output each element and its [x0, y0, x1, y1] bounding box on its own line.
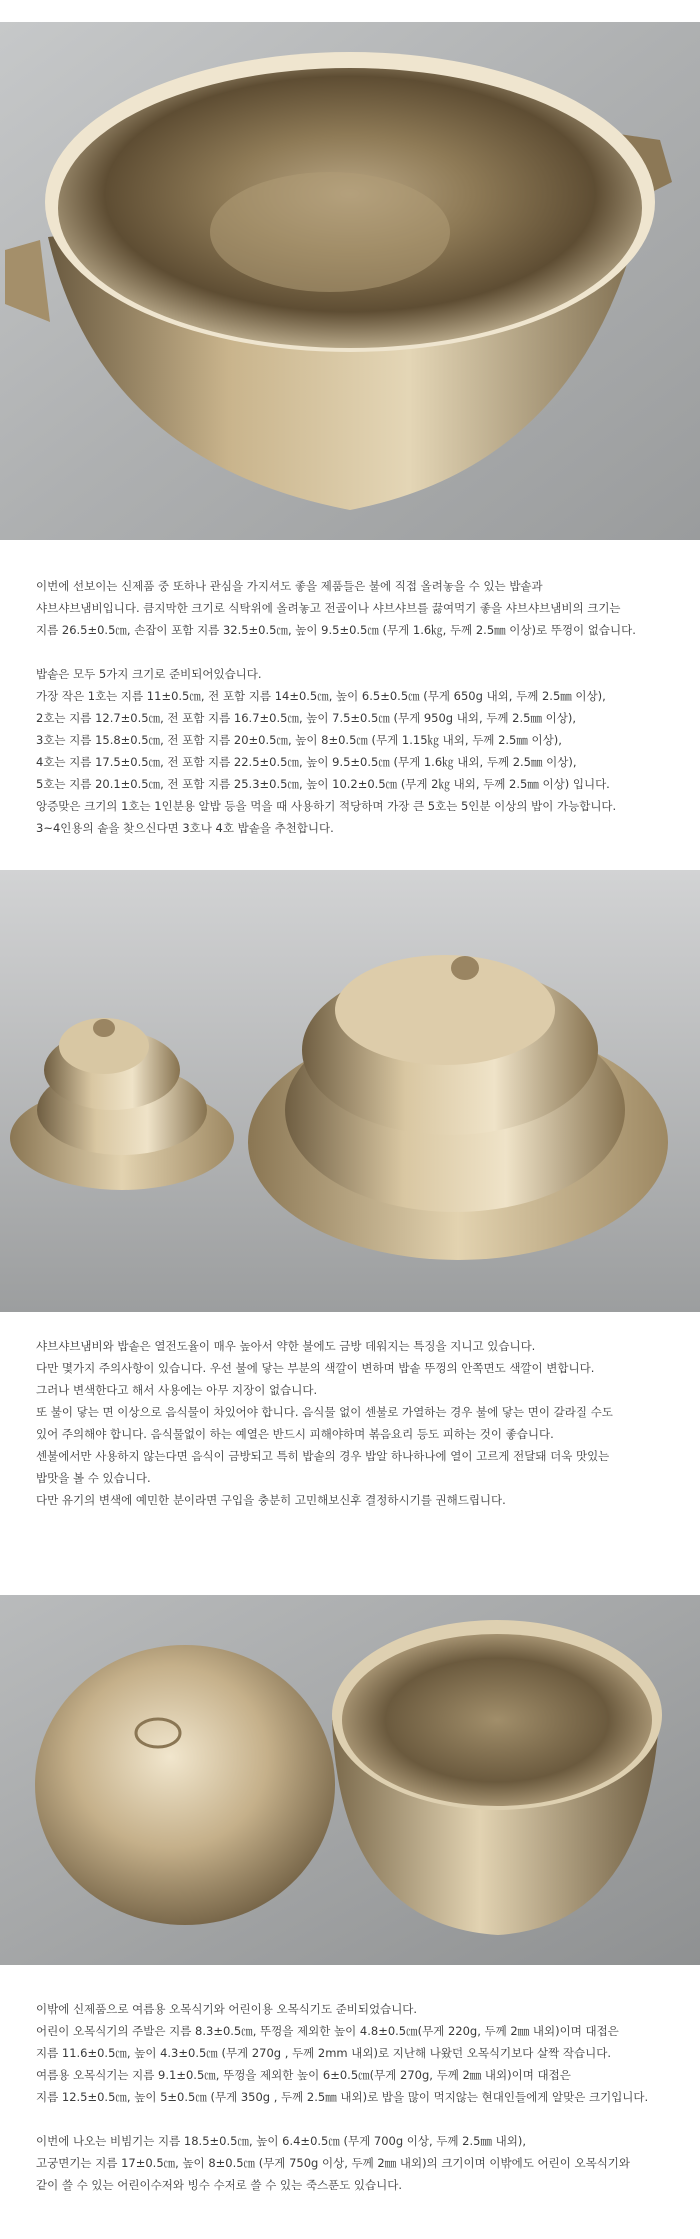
size-line: 3~4인용의 솥을 찾으신다면 3호나 4호 밥솥을 추천합니다.	[36, 821, 334, 835]
photo-bowls	[0, 1595, 700, 1965]
size-line: 앙증맞은 크기의 1호는 1인분용 알밥 등을 먹을 때 사용하기 적당하며 가장 큰 5호는 5인분 이상의 밥이 가능합니다.	[36, 799, 617, 813]
extra-line: 고궁면기는 지름 17±0.5㎝, 높이 8±0.5㎝ (무게 750g 이상, 두께 2㎜ 내외)의 크기이며 이밖에도 어린이 오목식기와	[36, 2156, 631, 2170]
bowl-line: 어린이 오목식기의 주발은 지름 8.3±0.5㎝, 뚜껑을 제외한 높이 4.8±0.5㎝(무게 220g, 두께 2㎜ 내외)이며 대접은	[36, 2024, 619, 2038]
bowl-line: 이밖에 신제품으로 여름용 오목식기와 어린이용 오목식기도 준비되었습니다.	[36, 2002, 418, 2016]
text-block-shabu-and-rice-pot	[36, 575, 676, 839]
care-line: 또 불이 닿는 면 이상으로 음식물이 차있어야 합니다. 음식물 없이 센불로 가열하는 경우 불에 닿는 면이 갈라질 수도	[36, 1405, 613, 1419]
care-line: 센불에서만 사용하지 않는다면 음식이 금방되고 특히 밥솥의 경우 밥알 하나하나에 열이 고르게 전달돼 더욱 맛있는	[36, 1449, 610, 1463]
care-line: 그러나 변색한다고 해서 사용에는 아무 지장이 없습니다.	[36, 1383, 318, 1397]
size-line: 5호는 지름 20.1±0.5㎝, 전 포함 지름 25.3±0.5㎝, 높이 10.2±0.5㎝ (무게 2㎏ 내외, 두께 2.5㎜ 이상) 입니다.	[36, 777, 610, 791]
care-line: 밥맛을 볼 수 있습니다.	[36, 1471, 151, 1485]
size-line: 3호는 지름 15.8±0.5㎝, 전 포함 지름 20±0.5㎝, 높이 8±0.5㎝ (무게 1.15㎏ 내외, 두께 2.5㎜ 이상),	[36, 733, 562, 747]
photo-shabu-pot	[0, 22, 700, 540]
care-line: 다만 유기의 변색에 예민한 분이라면 구입을 충분히 고민해보신후 결정하시기를 권해드립니다.	[36, 1493, 506, 1507]
photo-rice-pots	[0, 870, 700, 1312]
text-block-care-notes	[36, 1335, 676, 1511]
bowl-line: 여름용 오목식기는 지름 9.1±0.5㎝, 뚜껑을 제외한 높이 6±0.5㎝(무게 270g, 두께 2㎜ 내외)이며 대접은	[36, 2068, 571, 2082]
intro-line: 지름 26.5±0.5㎝, 손잡이 포함 지름 32.5±0.5㎝, 높이 9.5±0.5㎝ (무게 1.6㎏, 두께 2.5㎜ 이상)로 뚜껑이 없습니다.	[36, 623, 636, 637]
extra-line: 같이 쓸 수 있는 어린이수저와 빙수 수저로 쓸 수 있는 죽스푼도 있습니다.	[36, 2178, 403, 2192]
text-block-new-bowls	[36, 1998, 676, 2196]
intro-line: 이번에 선보이는 신제품 중 또하나 관심을 가지셔도 좋을 제품들은 불에 직접 올려놓을 수 있는 밥솥과	[36, 579, 543, 593]
care-line: 다만 몇가지 주의사항이 있습니다. 우선 불에 닿는 부분의 색깔이 변하며 밥솥 뚜껑의 안쪽면도 색깔이 변합니다.	[36, 1361, 595, 1375]
bowl-line: 지름 12.5±0.5㎝, 높이 5±0.5㎝ (무게 350g , 두께 2.5㎜ 내외)로 밥을 많이 먹지않는 현대인들에게 알맞은 크기입니다.	[36, 2090, 649, 2104]
size-line: 2호는 지름 12.7±0.5㎝, 전 포함 지름 16.7±0.5㎝, 높이 7.5±0.5㎝ (무게 950g 내외, 두께 2.5㎜ 이상),	[36, 711, 576, 725]
size-line: 가장 작은 1호는 지름 11±0.5㎝, 전 포함 지름 14±0.5㎝, 높이 6.5±0.5㎝ (무게 650g 내외, 두께 2.5㎜ 이상),	[36, 689, 606, 703]
bowl-line: 지름 11.6±0.5㎝, 높이 4.3±0.5㎝ (무게 270g , 두께 2mm 내외)로 지난해 나왔던 오목식기보다 살짝 작습니다.	[36, 2046, 611, 2060]
extra-line: 이번에 나오는 비빔기는 지름 18.5±0.5㎝, 높이 6.4±0.5㎝ (무게 700g 이상, 두께 2.5㎜ 내외),	[36, 2134, 526, 2148]
size-line: 4호는 지름 17.5±0.5㎝, 전 포함 지름 22.5±0.5㎝, 높이 9.5±0.5㎝ (무게 1.6㎏ 내외, 두께 2.5㎜ 이상),	[36, 755, 577, 769]
care-line: 샤브샤브냄비와 밥솥은 열전도율이 매우 높아서 약한 불에도 금방 데워지는 특징을 지니고 있습니다.	[36, 1339, 536, 1353]
size-line: 밥솥은 모두 5가지 크기로 준비되어있습니다.	[36, 667, 262, 681]
intro-line: 샤브샤브냄비입니다. 큼지막한 크기로 식탁위에 올려놓고 전골이나 샤브샤브를 끓여먹기 좋을 샤브샤브냄비의 크기는	[36, 601, 621, 615]
care-line: 있어 주의해야 합니다. 음식물없이 하는 예열은 반드시 피해야하며 볶음요리 등도 피하는 것이 좋습니다.	[36, 1427, 554, 1441]
